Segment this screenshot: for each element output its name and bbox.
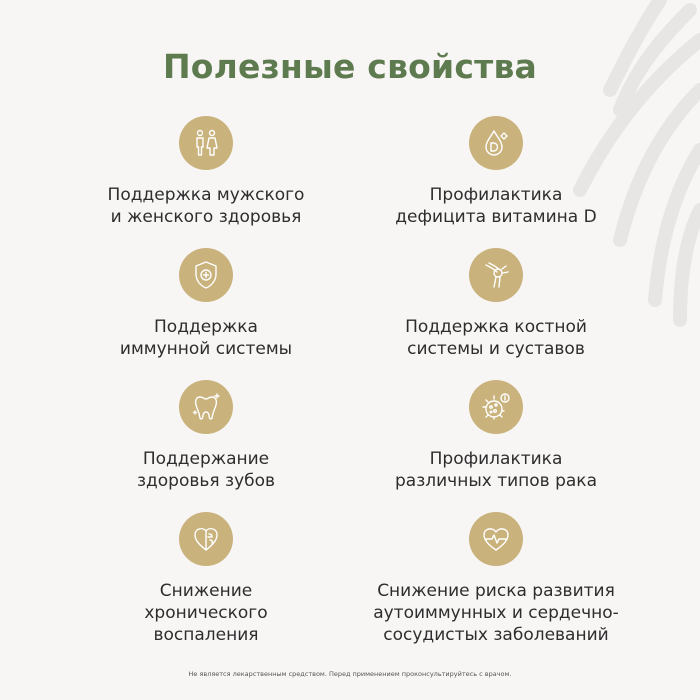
shield-plus-icon [179,248,233,302]
male-female-icon [179,116,233,170]
benefit-bones-joints [346,248,646,360]
benefit-label: Поддержка мужского и женского здоровья [107,185,305,227]
benefit-label: Поддержание здоровья зубов [136,449,276,491]
benefit-inflammation [56,512,356,646]
benefit-label: Профилактика дефицита витамина D [395,185,597,227]
benefit-autoimmune-cardio [346,512,646,646]
vitamin-d-drop-icon [469,116,523,170]
benefit-teeth [56,380,356,492]
disclaimer-footer: Не является лекарственным средством. Перед применением проконсультируйтесь с врачом. [188,670,512,678]
benefit-mens-womens-health [56,116,356,228]
brain-heart-icon [179,512,233,566]
page-title: Полезные свойства [162,47,537,86]
tooth-icon [179,380,233,434]
benefit-cancer-prevention [346,380,646,492]
benefit-label: Профилактика различных типов рака [395,449,597,491]
benefit-vitamin-d [346,116,646,228]
knee-joint-icon [469,248,523,302]
cell-dollar-icon [469,380,523,434]
benefit-label: Поддержка костной системы и суставов [405,317,587,359]
benefit-label: Поддержка иммунной системы [119,317,293,359]
benefit-label: Снижение хронического воспаления [144,581,268,645]
benefit-immune [56,248,356,360]
benefit-label: Снижение риска развития аутоиммунных и сердечно- сосудистых заболеваний [373,581,619,645]
heart-pulse-icon [469,512,523,566]
